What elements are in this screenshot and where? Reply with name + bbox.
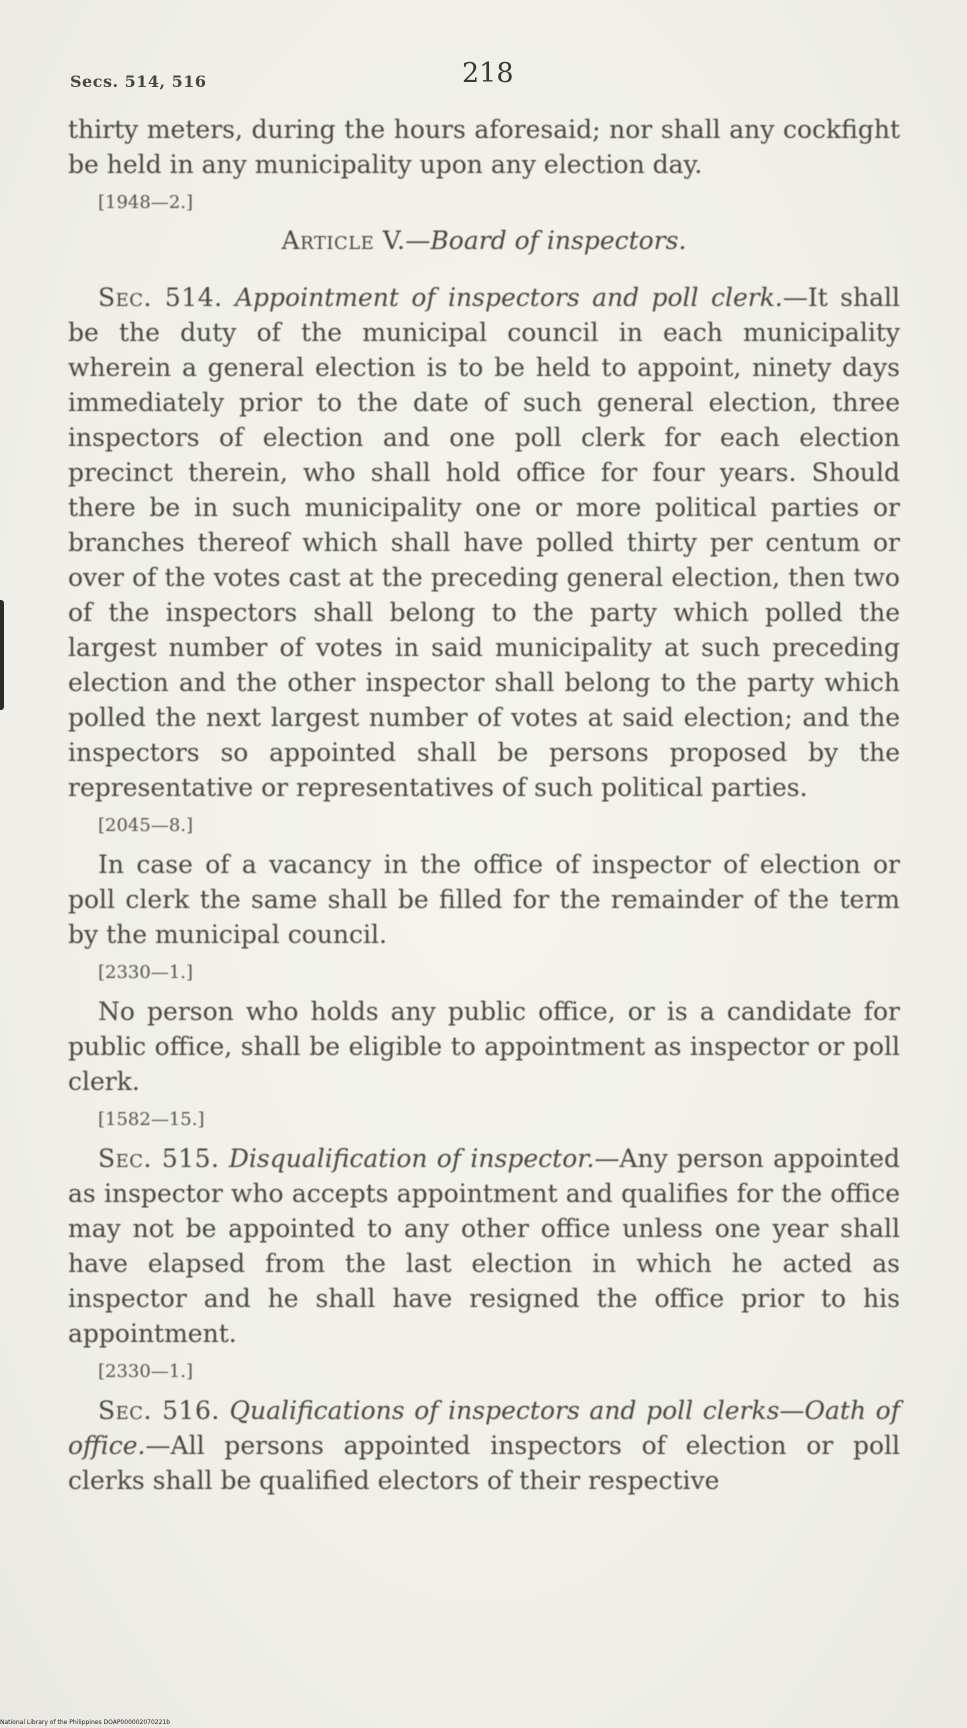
- section-text: —It shall be the duty of the municipal council in each municipality wherein a general election is to be held to appoint, ninety days immediately prior to the date of such general election, three inspectors of election and one poll clerk for each election precinct therein, who shall hold office for four years. Should there be in such municipality one or more political parties or branches thereof which shall have polled thirty per centum or over of the votes cast at the preceding general election, then two of the inspectors shall belong to the party which polled the largest number of votes in said municipality at such preceding election and the other inspector shall belong to the party which polled the next largest number of votes at said election; and the inspectors so appointed shall be persons proposed by the representative or representatives of such political parties.: [68, 283, 900, 802]
- section-text: —Any person appointed as inspector who accepts appointment and qualifies for the office may not be appointed to any other office unless one year shall have elapsed from the last election in which he acted as inspector and he shall have resigned the office prior to his appointment.: [68, 1144, 900, 1348]
- section-label: Sec. 516.: [98, 1396, 220, 1425]
- section-label: Sec. 514.: [98, 283, 223, 312]
- section-title: Qualifications of inspectors and poll clerks—Oath of office.: [68, 1396, 900, 1460]
- article-label: Article V.: [281, 226, 406, 255]
- citation: [2330—1.]: [98, 1361, 194, 1382]
- scan-credit: National Library of the Philippines DOAP000002070221b: [0, 1719, 171, 1726]
- section-text: —All persons appointed inspectors of election or poll clerks shall be qualified electors of their respective: [68, 1431, 900, 1495]
- running-head: Secs. 514, 516: [70, 72, 207, 91]
- binding-mark: [0, 600, 4, 710]
- citation: [1948—2.]: [98, 192, 194, 213]
- section-title: Disqualification of inspector.: [228, 1144, 595, 1173]
- section-514: [68, 280, 900, 805]
- page-body: [68, 112, 900, 1498]
- paragraph-vacancy: In case of a vacancy in the office of inspector of election or poll clerk the same shall be filled for the remainder of the term by the municipal council.: [68, 850, 900, 949]
- page-number: 218: [462, 58, 514, 89]
- article-heading: [68, 224, 900, 258]
- paragraph-continuation: thirty meters, during the hours aforesaid; nor shall any cockfight be held in any municipality upon any election day.: [68, 115, 900, 179]
- page-header: [70, 58, 900, 98]
- citation: [2330—1.]: [98, 962, 194, 983]
- section-516: [68, 1393, 900, 1498]
- article-title: —Board of inspectors.: [405, 226, 687, 255]
- citation: [2045—8.]: [98, 815, 194, 836]
- citation: [1582—15.]: [98, 1109, 205, 1130]
- paragraph-eligibility: No person who holds any public office, or is a candidate for public office, shall be eligible to appointment as inspector or poll clerk.: [68, 997, 900, 1096]
- section-label: Sec. 515.: [98, 1144, 220, 1173]
- section-515: [68, 1141, 900, 1351]
- section-title: Appointment of inspectors and poll clerk.: [235, 283, 783, 312]
